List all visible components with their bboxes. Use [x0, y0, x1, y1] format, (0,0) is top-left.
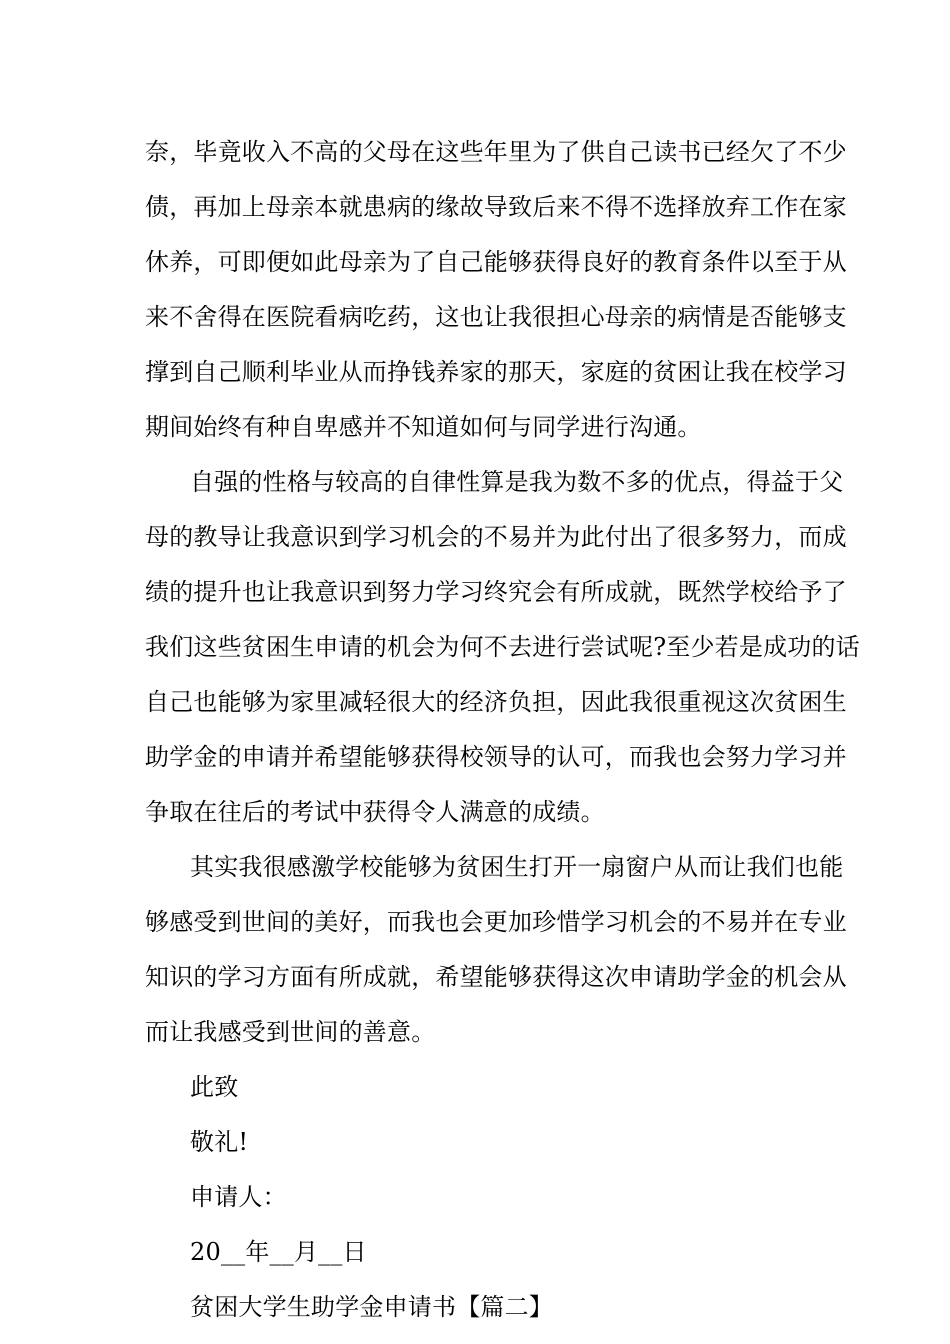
applicant-label: 申请人： — [190, 1183, 287, 1211]
paragraph-2-line-4: 我们这些贫困生申请的机会为何不去进行尝试呢?至少若是成功的话 — [145, 633, 860, 661]
paragraph-3-line-3: 知识的学习方面有所成就，希望能够获得这次申请助学金的机会从 — [145, 963, 847, 991]
paragraph-1-line-1: 奈，毕竟收入不高的父母在这些年里为了供自己读书已经欠了不少 — [145, 138, 847, 166]
next-section-heading: 贫困大学生助学金申请书【篇二】 — [190, 1293, 553, 1321]
paragraph-1-line-2: 债，再加上母亲本就患病的缘故导致后来不得不选择放弃工作在家 — [145, 193, 847, 221]
date-line: 20__年__月__日 — [190, 1238, 367, 1266]
closing-regards: 敬礼! — [190, 1128, 249, 1156]
paragraph-3-line-1: 其实我很感激学校能够为贫困生打开一扇窗户从而让我们也能 — [190, 853, 844, 881]
paragraph-1-line-4: 来不舍得在医院看病吃药，这也让我很担心母亲的病情是否能够支 — [145, 303, 847, 331]
paragraph-2-line-3: 绩的提升也让我意识到努力学习终究会有所成就，既然学校给予了 — [145, 578, 847, 606]
closing-salutation: 此致 — [190, 1073, 239, 1101]
paragraph-1-line-3: 休养，可即便如此母亲为了自己能够获得良好的教育条件以至于从 — [145, 248, 847, 276]
paragraph-2-line-2: 母的教导让我意识到学习机会的不易并为此付出了很多努力，而成 — [145, 523, 847, 551]
paragraph-1-line-5: 撑到自己顺利毕业从而挣钱养家的那天，家庭的贫困让我在校学习 — [145, 358, 847, 386]
paragraph-2-line-1: 自强的性格与较高的自律性算是我为数不多的优点，得益于父 — [190, 468, 844, 496]
paragraph-3-line-2: 够感受到世间的美好，而我也会更加珍惜学习机会的不易并在专业 — [145, 908, 847, 936]
paragraph-3-line-4: 而让我感受到世间的善意。 — [145, 1018, 436, 1046]
paragraph-2-line-5: 自己也能够为家里减轻很大的经济负担，因此我很重视这次贫困生 — [145, 688, 847, 716]
paragraph-2-line-6: 助学金的申请并希望能够获得校领导的认可，而我也会努力学习并 — [145, 743, 847, 771]
paragraph-1-line-6: 期间始终有种自卑感并不知道如何与同学进行沟通。 — [145, 413, 702, 441]
paragraph-2-line-7: 争取在往后的考试中获得令人满意的成绩。 — [145, 798, 605, 826]
